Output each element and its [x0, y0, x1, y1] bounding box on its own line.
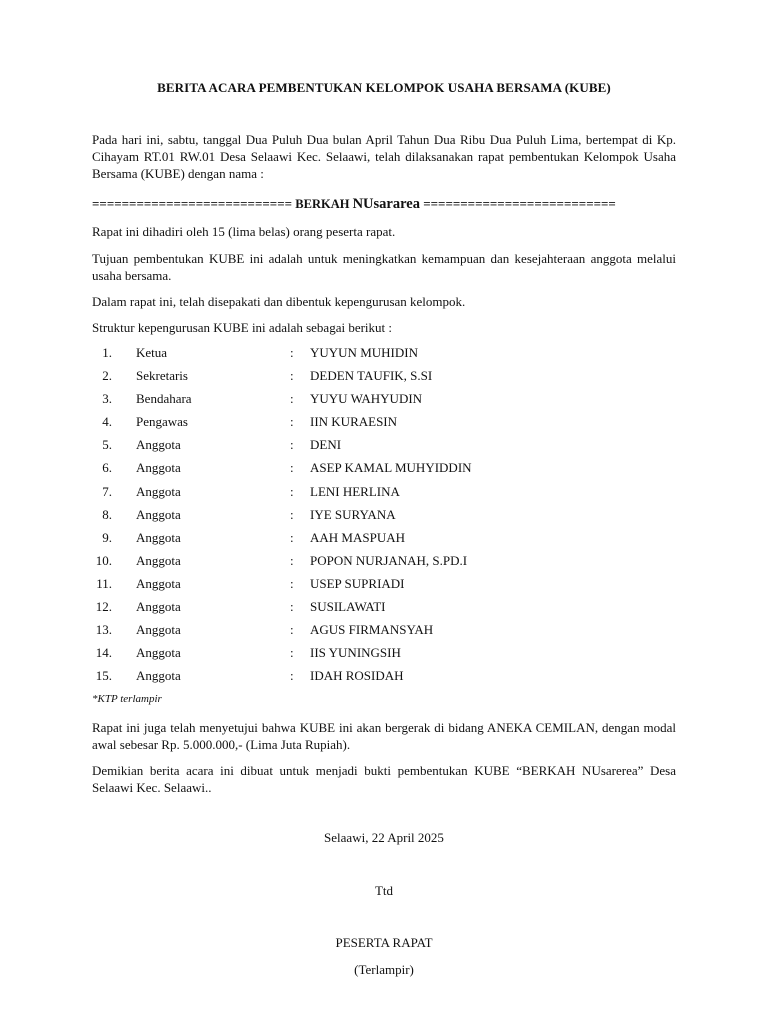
member-role: Anggota — [136, 575, 181, 591]
member-role: Anggota — [136, 529, 181, 545]
member-number: 3. — [102, 391, 112, 407]
member-name: IYE SURYANA — [310, 506, 396, 522]
member-role: Anggota — [136, 506, 181, 522]
member-role: Anggota — [136, 437, 181, 453]
agreement-paragraph: Dalam rapat ini, telah disepakati dan dibentuk kepengurusan kelompok. — [92, 294, 466, 309]
divider-right: ========================== — [419, 196, 616, 211]
group-name-divider — [92, 195, 676, 213]
signer-label: PESERTA RAPAT — [335, 935, 433, 950]
member-row — [92, 528, 676, 551]
member-number: 9. — [102, 529, 112, 545]
member-colon: : — [290, 645, 294, 661]
signature-text: Ttd — [374, 883, 394, 898]
member-row — [92, 597, 676, 620]
member-role: Bendahara — [136, 391, 192, 407]
member-role: Anggota — [136, 552, 181, 568]
member-number: 2. — [102, 368, 112, 384]
member-row — [92, 389, 676, 412]
member-role: Anggota — [136, 668, 181, 684]
structure-intro: Struktur kepengurusan KUBE ini adalah sebagai berikut : — [92, 320, 393, 335]
member-name: IIN KURAESIN — [310, 414, 398, 430]
member-name: POPON NURJANAH, S.PD.I — [310, 552, 468, 568]
member-row — [92, 574, 676, 597]
member-row — [92, 620, 676, 643]
member-number: 13. — [95, 622, 112, 638]
member-role: Ketua — [136, 345, 168, 360]
group-name-prefix: BERKAH — [295, 197, 353, 211]
member-role: Pengawas — [136, 414, 188, 430]
member-role: Anggota — [136, 599, 181, 615]
document-title: BERITA ACARA PEMBENTUKAN KELOMPOK USAHA BERSAMA (KUBE) — [157, 80, 611, 95]
member-name: IIS YUNINGSIH — [310, 645, 401, 661]
member-role: Anggota — [136, 645, 181, 661]
place-date: Selaawi, 22 April 2025 — [324, 830, 444, 845]
member-number: 5. — [102, 437, 112, 453]
member-row — [92, 505, 676, 528]
member-number: 15. — [95, 668, 112, 684]
member-colon: : — [290, 668, 294, 684]
divider-left: =========================== — [92, 196, 296, 211]
member-colon: : — [290, 529, 294, 545]
business-paragraph: Rapat ini juga telah menyetujui bahwa KUBE ini akan bergerak di bidang ANEKA CEMILAN, dengan modal awal sebesar Rp. 5.000.000,- (Lima Juta Rupiah). — [92, 720, 676, 752]
member-name: DENI — [310, 437, 342, 453]
member-row — [92, 643, 676, 666]
member-number: 8. — [102, 506, 112, 522]
member-number: 4. — [102, 414, 112, 430]
member-number: 6. — [102, 460, 112, 476]
member-row — [92, 412, 676, 435]
member-name: IDAH ROSIDAH — [310, 668, 404, 684]
member-name: SUSILAWATI — [310, 599, 386, 615]
member-row — [92, 343, 676, 366]
member-name: LENI HERLINA — [310, 483, 400, 499]
member-role: Anggota — [136, 483, 181, 499]
member-colon: : — [290, 437, 294, 453]
member-name: AAH MASPUAH — [310, 529, 405, 545]
member-colon: : — [290, 599, 294, 615]
member-number: 12. — [95, 599, 112, 615]
attachment-label: (Terlampir) — [354, 962, 414, 977]
attendance-paragraph: Rapat ini dihadiri oleh 15 (lima belas) orang peserta rapat. — [92, 224, 396, 239]
member-row — [92, 458, 676, 481]
closing-paragraph: Demikian berita acara ini dibuat untuk menjadi bukti pembentukan KUBE “BERKAH NUsarerea” Desa Selaawi Kec. Selaawi.. — [92, 763, 676, 795]
member-number: 11. — [96, 575, 112, 591]
member-name: USEP SUPRIADI — [310, 575, 405, 591]
member-name: ASEP KAMAL MUHYIDDIN — [310, 460, 472, 476]
member-number: 14. — [95, 645, 112, 661]
member-colon: : — [290, 552, 294, 568]
member-number: 10. — [95, 552, 112, 568]
member-row — [92, 366, 676, 389]
member-number: 7. — [102, 483, 112, 499]
member-role: Anggota — [136, 622, 181, 638]
member-name: AGUS FIRMANSYAH — [310, 622, 434, 638]
member-colon: : — [290, 345, 294, 360]
member-row — [92, 666, 676, 689]
member-row — [92, 482, 676, 505]
member-name: DEDEN TAUFIK, S.SI — [310, 368, 433, 384]
member-colon: : — [290, 506, 294, 522]
member-role: Anggota — [136, 460, 181, 476]
ktp-note: *KTP terlampir — [92, 693, 162, 705]
member-colon: : — [290, 391, 294, 407]
member-colon: : — [290, 575, 294, 591]
member-colon: : — [290, 414, 294, 430]
group-name-main: NUsararea — [352, 196, 420, 212]
intro-paragraph: Pada hari ini, sabtu, tanggal Dua Puluh Dua bulan April Tahun Dua Ribu Dua Puluh Lima, bertempat di Kp. Cihayam RT.01 RW.01 Desa Selaawi Kec. Selaawi, telah dilaksanakan rapat pembentukan Kelompok Usaha Bersama (KUBE) dengan nama : — [92, 132, 676, 181]
purpose-paragraph: Tujuan pembentukan KUBE ini adalah untuk meningkatkan kemampuan dan kesejahteraan anggota melalui usaha bersama. — [92, 251, 676, 283]
member-list — [92, 343, 676, 689]
member-colon: : — [290, 622, 294, 638]
member-colon: : — [290, 483, 294, 499]
member-role: Sekretaris — [136, 368, 188, 384]
member-colon: : — [290, 460, 294, 476]
member-colon: : — [290, 368, 294, 384]
member-number: 1. — [102, 345, 112, 360]
member-row — [92, 551, 676, 574]
member-row — [92, 435, 676, 458]
member-name: YUYUN MUHIDIN — [310, 345, 418, 360]
member-name: YUYU WAHYUDIN — [310, 391, 423, 407]
